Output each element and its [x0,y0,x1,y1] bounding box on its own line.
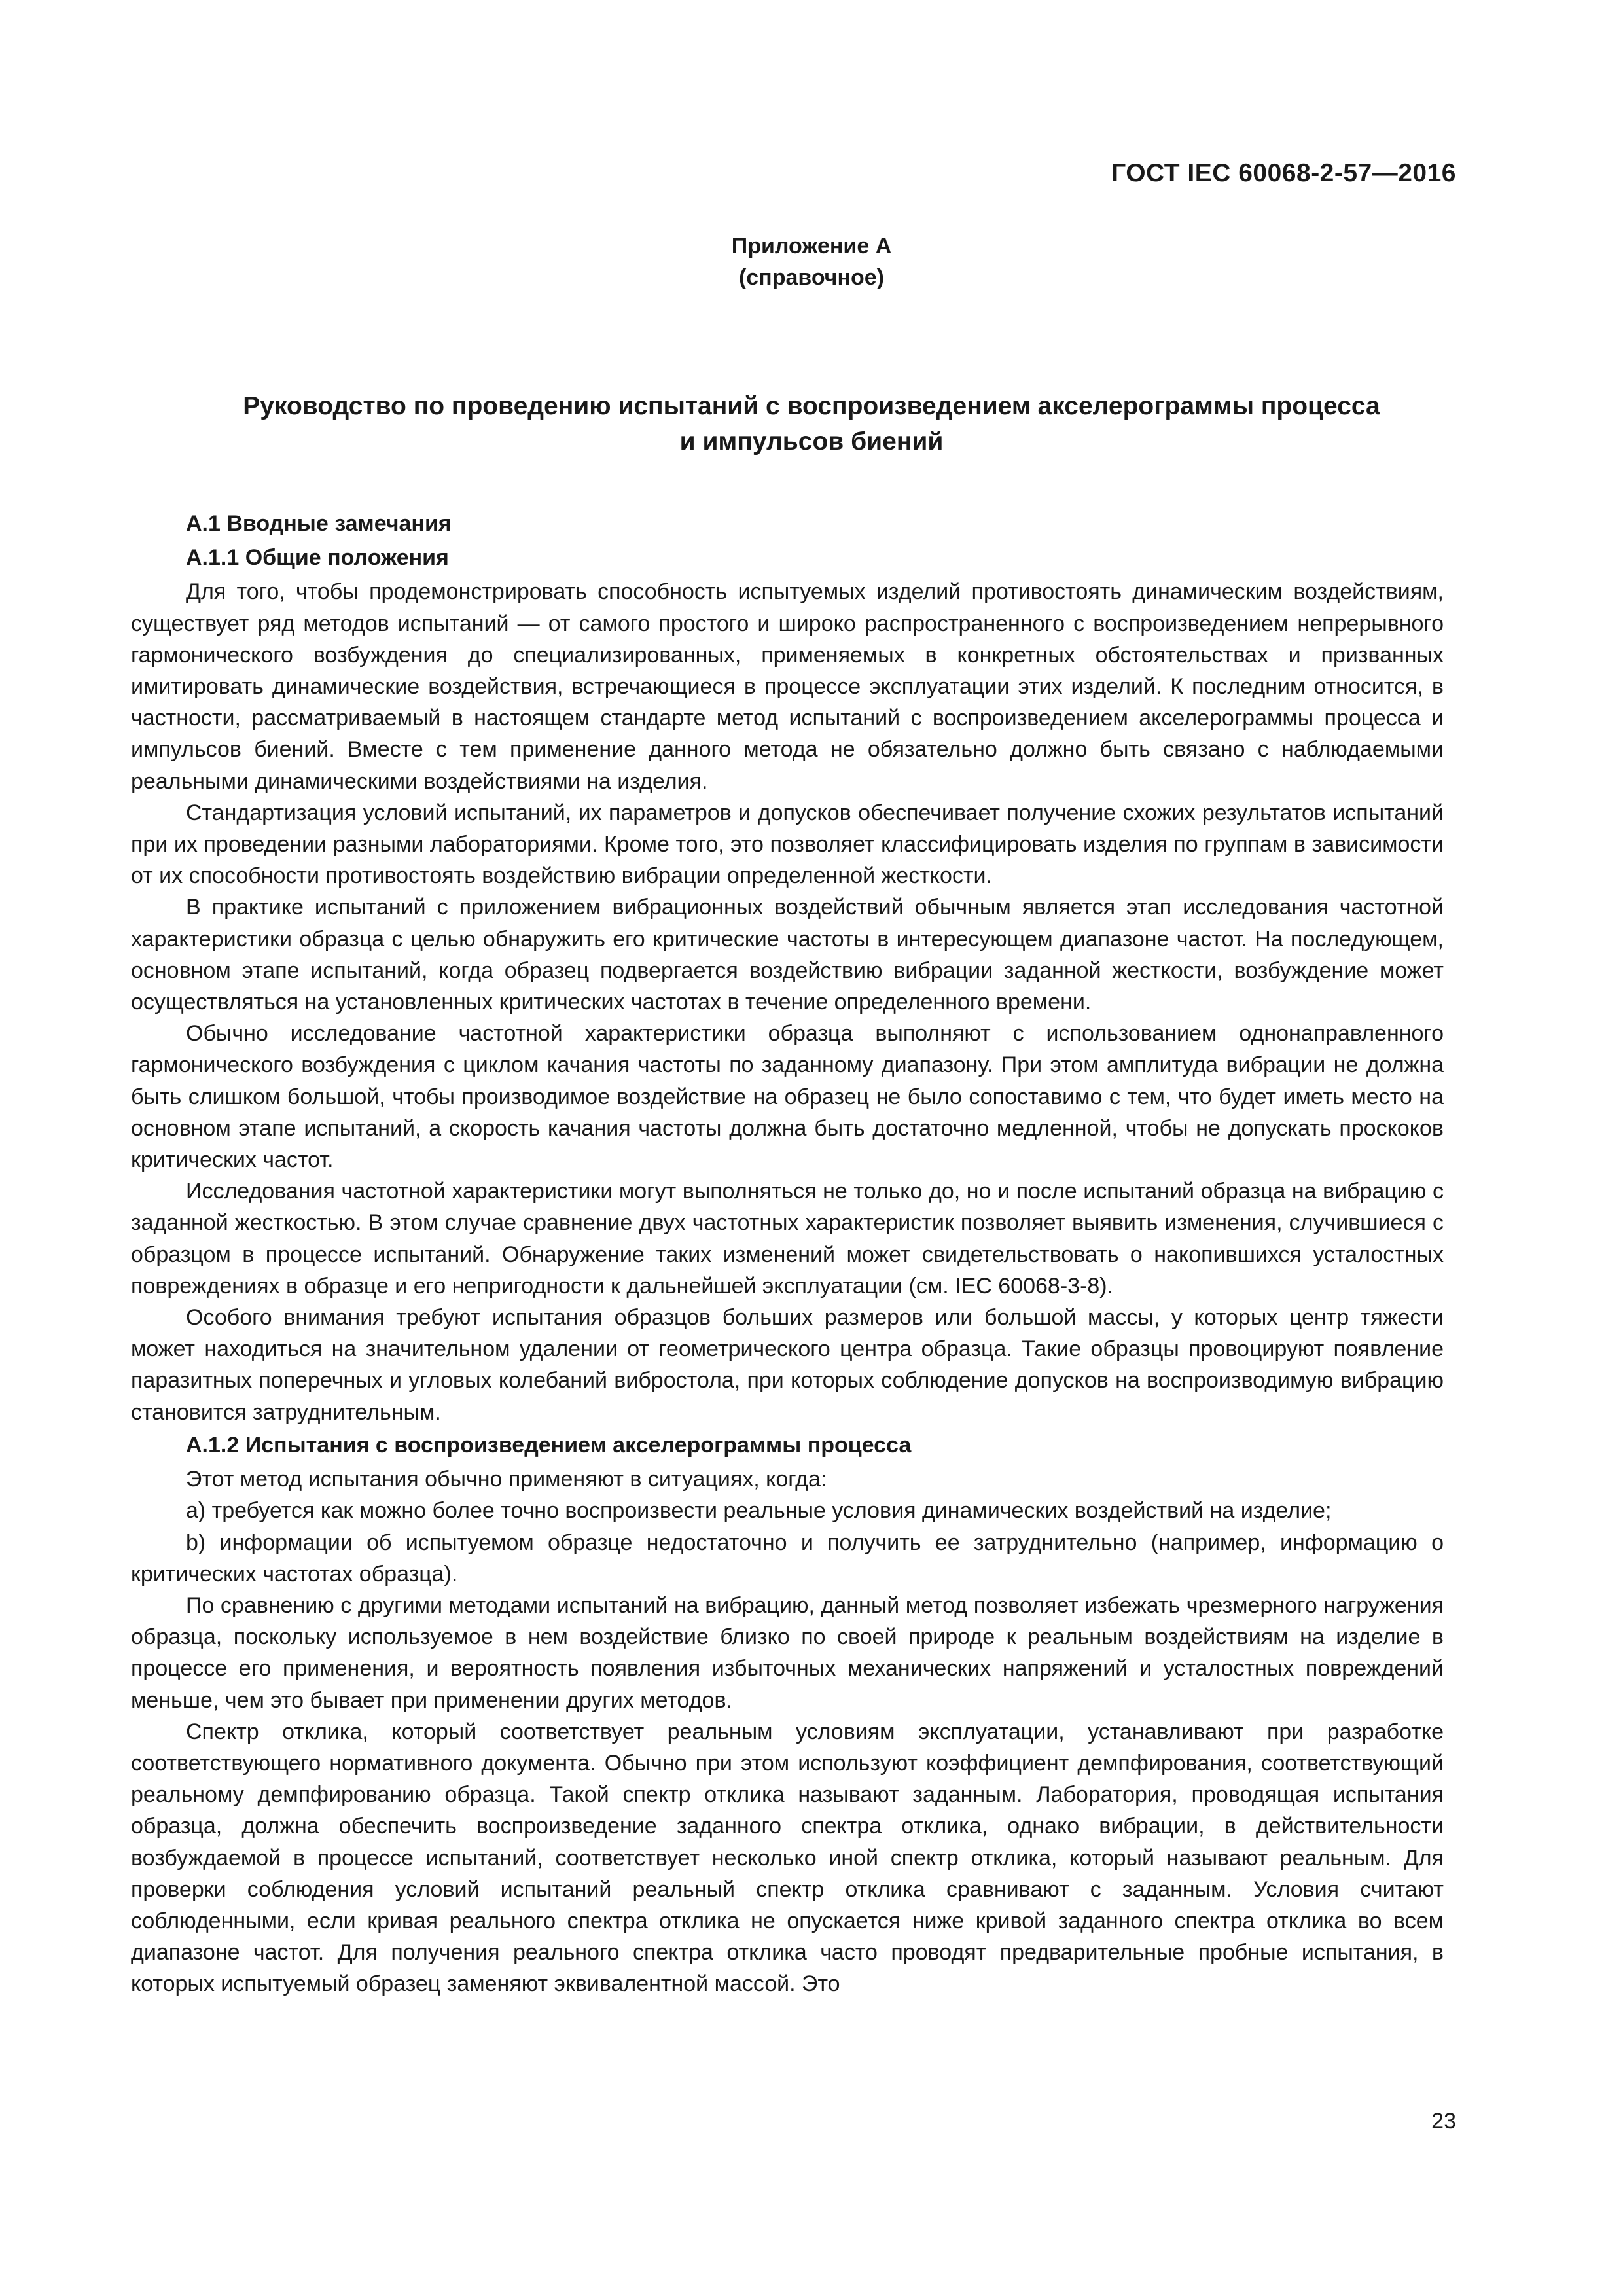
title-line-1: Руководство по проведению испытаний с воспроизведением акселерограммы процесса [243,392,1380,420]
section-heading-a12: А.1.2 Испытания с воспроизведением акселерограммы процесса [186,1432,912,1458]
appendix-label [0,230,1623,293]
paragraph: Стандартизация условий испытаний, их параметров и допусков обеспечивает получение схожих результатов испытаний при их проведении разными лабораториями. Кроме того, это позволяет классифицировать изделия по группам в зависимости от их способности противостоять воздействию вибрации определенной жесткости. [131,800,1444,889]
document-body [131,508,1444,2000]
section-heading-a1: А.1 Вводные замечания [186,511,452,536]
title-line-2: и импульсов биений [679,427,944,456]
list-item-b: b) информации об испытуемом образце недостаточно и получить ее затруднительно (например, информацию о критических частотах образца). [131,1530,1444,1587]
paragraph: В практике испытаний с приложением вибрационных воздействий обычным является этап исследования частотной характеристики образца с целью обнаружить его критические частоты в интересующем диапазоне частот. На последующем, основном этапе испытаний, когда образец подвергается воздействию вибрации заданной жесткости, возбуждение может осуществляться на установленных критических частотах в течение определенного времени. [131,895,1444,1015]
appendix-type: (справочное) [738,265,885,290]
page-title [131,389,1492,459]
paragraph: Исследования частотной характеристики могут выполняться не только до, но и после испытаний образца на вибрацию с заданной жесткостью. В этом случае сравнение двух частотных характеристик позволяет выявить изменения, случившиеся с образцом в процессе испытаний. Обнаружение таких изменений может свидетельствовать о накопившихся усталостных повреждениях в образце и его непригодности к дальнейшей эксплуатации (см. IEC 60068-3-8). [131,1179,1444,1299]
appendix-title: Приложение А [731,234,892,259]
paragraph: Особого внимания требуют испытания образцов больших размеров или большой массы, у которых центр тяжести может находиться на значительном удалении от геометрического центра образца. Такие образцы провоцируют появление паразитных поперечных и угловых колебаний вибростола, при которых соблюдение допусков на воспроизводимую вибрацию становится затруднительным. [131,1305,1444,1425]
section-heading-a11: А.1.1 Общие положения [186,545,449,571]
paragraph: Обычно исследование частотной характеристики образца выполняют с использованием однонаправленного гармонического возбуждения с циклом качания частоты по заданному диапазону. При этом амплитуда вибрации не должна быть слишком большой, чтобы производимое воздействие на образец не было сопоставимо с тем, что будет иметь место на основном этапе испытаний, а скорость качания частоты должна быть достаточно медленной, чтобы не допускать проскоков критических частот. [131,1021,1444,1173]
document-code: ГОСТ IEC 60068-2-57—2016 [1111,159,1456,187]
paragraph: Для того, чтобы продемонстрировать способность испытуемых изделий противостоять динамическим воздействиям, существует ряд методов испытаний — от самого простого и широко распространенного с воспроизведением непрерывного гармонического возбуждения до специализированных, применяемых в конкретных обстоятельствах и призванных имитировать динамические воздействия, встречающиеся в процессе эксплуатации этих изделий. К последним относится, в частности, рассматриваемый в настоящем стандарте метод испытаний с воспроизведением акселерограммы процесса и импульсов биений. Вместе с тем применение данного метода не обязательно должно быть связано с наблюдаемыми реальными динамическими воздействиями на изделия. [131,579,1444,794]
paragraph: Этот метод испытания обычно применяют в ситуациях, когда: [186,1467,827,1492]
list-item-a: a) требуется как можно более точно воспроизвести реальные условия динамических воздействий на изделие; [186,1498,1332,1524]
page-number: 23 [1431,2109,1456,2134]
paragraph: По сравнению с другими методами испытаний на вибрацию, данный метод позволяет избежать чрезмерного нагружения образца, поскольку используемое в нем воздействие близко по своей природе к реальным воздействиям на изделие в процессе его применения, и вероятность появления избыточных механических напряжений и усталостных повреждений меньше, чем это бывает при применении других методов. [131,1592,1444,1713]
paragraph: Спектр отклика, который соответствует реальным условиям эксплуатации, устанавливают при разработке соответствующего нормативного документа. Обычно при этом используют коэффициент демпфирования, соответствующий реальному демпфированию образца. Такой спектр отклика называют заданным. Лаборатория, проводящая испытания образца, должна обеспечить воспроизведение заданного спектра отклика, однако вибрации, в действительности возбуждаемой в процессе испытаний, соответствует несколько иной спектр отклика, который называют реальным. Для проверки соблюдения условий испытаний реальный спектр отклика сравнивают с заданным. Условия считают соблюденными, если кривая реального спектра отклика не опускается ниже кривой заданного спектра отклика во всем диапазоне частот. Для получения реального спектра отклика часто проводят предварительные пробные испытания, в которых испытуемый образец заменяют эквивалентной массой. Это [131,1719,1444,1997]
